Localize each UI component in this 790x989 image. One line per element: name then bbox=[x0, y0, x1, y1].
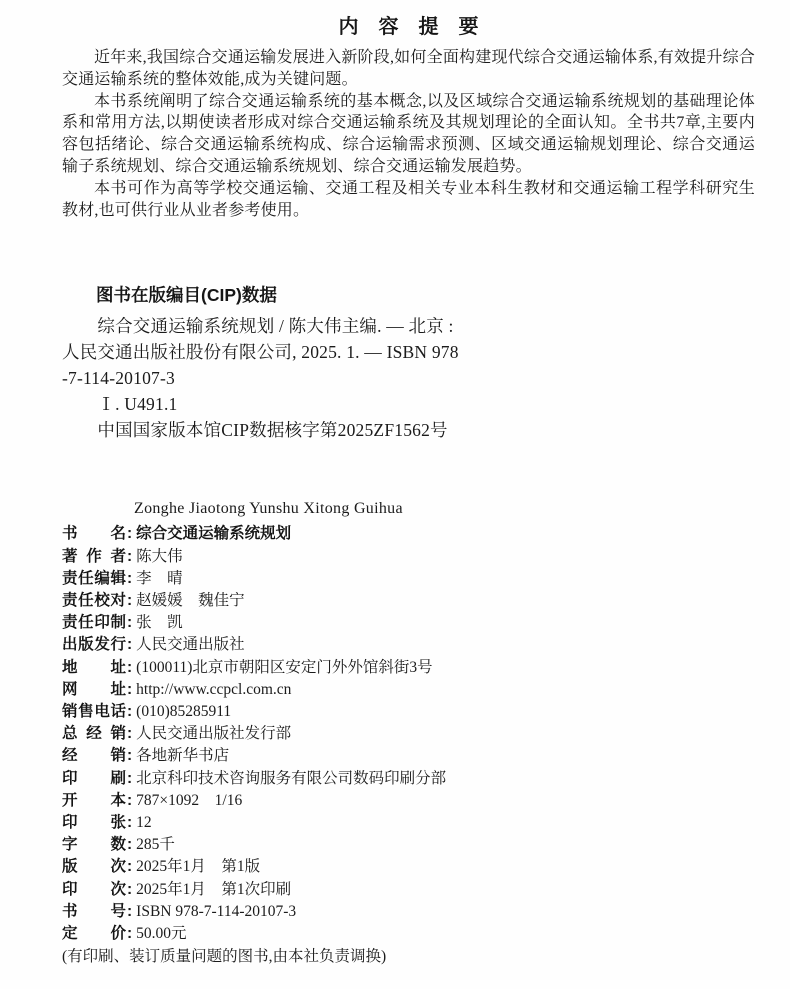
summary-paragraph: 本书可作为高等学校交通运输、交通工程及相关专业本科生教材和交通运输工程学科研究生教材,也可供行业从业者参考使用。 bbox=[62, 179, 755, 219]
info-colon: : bbox=[127, 525, 133, 543]
publication-info-row bbox=[62, 546, 755, 568]
info-label: 印刷 bbox=[62, 769, 126, 787]
publication-info-row bbox=[62, 901, 755, 923]
info-colon: : bbox=[127, 925, 133, 943]
cip-line: Ⅰ. U491.1 bbox=[62, 394, 178, 415]
info-value: 人民交通出版社发行部 bbox=[136, 725, 292, 743]
cip-line: -7-114-20107-3 bbox=[62, 368, 175, 389]
info-colon: : bbox=[127, 880, 133, 898]
summary-paragraph: 近年来,我国综合交通运输发展进入新阶段,如何全面构建现代综合交通运输体系,有效提升综合交通运输系统的整体效能,成为关键问题。 bbox=[62, 49, 755, 88]
info-colon: : bbox=[127, 680, 133, 698]
info-colon: : bbox=[127, 769, 133, 787]
cip-section bbox=[62, 285, 755, 443]
pinyin-title: Zonghe Jiaotong Yunshu Xitong Guihua bbox=[134, 500, 403, 518]
info-colon: : bbox=[127, 569, 133, 587]
info-colon: : bbox=[127, 658, 133, 676]
info-label: 著作者 bbox=[62, 547, 126, 565]
info-value: http://www.ccpcl.com.cn bbox=[136, 680, 292, 698]
info-value: 12 bbox=[136, 814, 152, 832]
info-label: 地址 bbox=[62, 658, 126, 676]
info-label: 网址 bbox=[62, 680, 126, 698]
content-summary-title: 内 容 提 要 bbox=[338, 16, 479, 38]
info-colon: : bbox=[127, 858, 133, 876]
info-label: 版次 bbox=[62, 858, 126, 876]
info-colon: : bbox=[127, 902, 133, 920]
publication-info-list bbox=[62, 523, 755, 945]
info-colon: : bbox=[127, 747, 133, 765]
publication-info-row bbox=[62, 768, 755, 790]
info-value: 285千 bbox=[136, 836, 175, 854]
cip-line: 中国国家版本馆CIP数据核字第2025ZF1562号 bbox=[62, 420, 448, 441]
info-value: 2025年1月 第1版 bbox=[136, 858, 261, 876]
info-label: 总经销 bbox=[62, 725, 126, 743]
info-value: 50.00元 bbox=[136, 925, 187, 943]
publication-info-row bbox=[62, 679, 755, 701]
cip-line: 人民交通出版社股份有限公司, 2025. 1. — ISBN 978 bbox=[62, 342, 459, 363]
info-value: 综合交通运输系统规划 bbox=[136, 525, 292, 543]
info-label: 责任印制 bbox=[62, 614, 126, 632]
content-summary-section bbox=[62, 47, 755, 221]
info-value: 北京科印技术咨询服务有限公司数码印刷分部 bbox=[136, 769, 447, 787]
info-label: 责任校对 bbox=[62, 591, 126, 609]
publication-info-row bbox=[62, 568, 755, 590]
info-label: 书名 bbox=[62, 525, 126, 543]
info-label: 书号 bbox=[62, 902, 126, 920]
info-value: 各地新华书店 bbox=[136, 747, 230, 765]
publication-info-row bbox=[62, 634, 755, 656]
publication-info-row bbox=[62, 790, 755, 812]
publication-info-row bbox=[62, 923, 755, 945]
info-label: 印张 bbox=[62, 814, 126, 832]
exchange-note: (有印刷、装订质量问题的图书,由本社负责调换) bbox=[62, 948, 387, 966]
info-value: 张 凯 bbox=[136, 614, 183, 632]
publication-info-row bbox=[62, 723, 755, 745]
cip-line: 综合交通运输系统规划 / 陈大伟主编. — 北京 : bbox=[62, 316, 454, 337]
publication-info-row bbox=[62, 701, 755, 723]
publication-info-row bbox=[62, 523, 755, 545]
info-value: 787×1092 1/16 bbox=[136, 791, 243, 809]
publication-info-row bbox=[62, 812, 755, 834]
info-label: 责任编辑 bbox=[62, 569, 126, 587]
info-value: (100011)北京市朝阳区安定门外外馆斜街3号 bbox=[136, 658, 433, 676]
publication-info-row bbox=[62, 856, 755, 878]
info-value: (010)85285911 bbox=[136, 703, 232, 720]
colophon-section bbox=[62, 499, 755, 968]
info-colon: : bbox=[127, 591, 133, 609]
info-value: 陈大伟 bbox=[136, 547, 183, 565]
info-label: 开本 bbox=[62, 791, 126, 809]
publication-info-row bbox=[62, 612, 755, 634]
info-value: ISBN 978-7-114-20107-3 bbox=[136, 902, 297, 920]
cip-data-block bbox=[62, 313, 755, 443]
info-colon: : bbox=[127, 547, 133, 565]
info-colon: : bbox=[127, 614, 133, 632]
info-label: 销售电话 bbox=[62, 703, 126, 720]
publication-info-row bbox=[62, 657, 755, 679]
info-colon: : bbox=[127, 814, 133, 832]
publication-info-row bbox=[62, 745, 755, 767]
info-value: 人民交通出版社 bbox=[136, 636, 245, 654]
info-label: 出版发行 bbox=[62, 636, 126, 654]
info-value: 赵媛媛 魏佳宁 bbox=[136, 591, 245, 609]
info-value: 李 晴 bbox=[136, 569, 183, 587]
info-colon: : bbox=[127, 703, 133, 720]
info-value: 2025年1月 第1次印刷 bbox=[136, 880, 292, 898]
info-colon: : bbox=[127, 836, 133, 854]
info-colon: : bbox=[127, 725, 133, 743]
info-label: 字数 bbox=[62, 836, 126, 854]
publication-info-row bbox=[62, 590, 755, 612]
summary-paragraph: 本书系统阐明了综合交通运输系统的基本概念,以及区域综合交通运输系统规划的基础理论体系和常用方法,以期使读者形成对综合交通运输系统及其规划理论的全面认知。全书共7章,主要内容包括绪论、综合交通运输系统构成、综合运输需求预测、区域交通运输规划理论、综合交通运输子系统规划、综合交通运输系统规划、综合交通运输发展趋势。 bbox=[62, 92, 755, 175]
info-label: 印次 bbox=[62, 880, 126, 898]
publication-info-row bbox=[62, 879, 755, 901]
info-colon: : bbox=[127, 791, 133, 809]
cip-heading: 图书在版编目(CIP)数据 bbox=[96, 285, 277, 306]
publication-info-row bbox=[62, 834, 755, 856]
info-label: 经销 bbox=[62, 747, 126, 765]
info-label: 定价 bbox=[62, 925, 126, 943]
info-colon: : bbox=[127, 636, 133, 654]
